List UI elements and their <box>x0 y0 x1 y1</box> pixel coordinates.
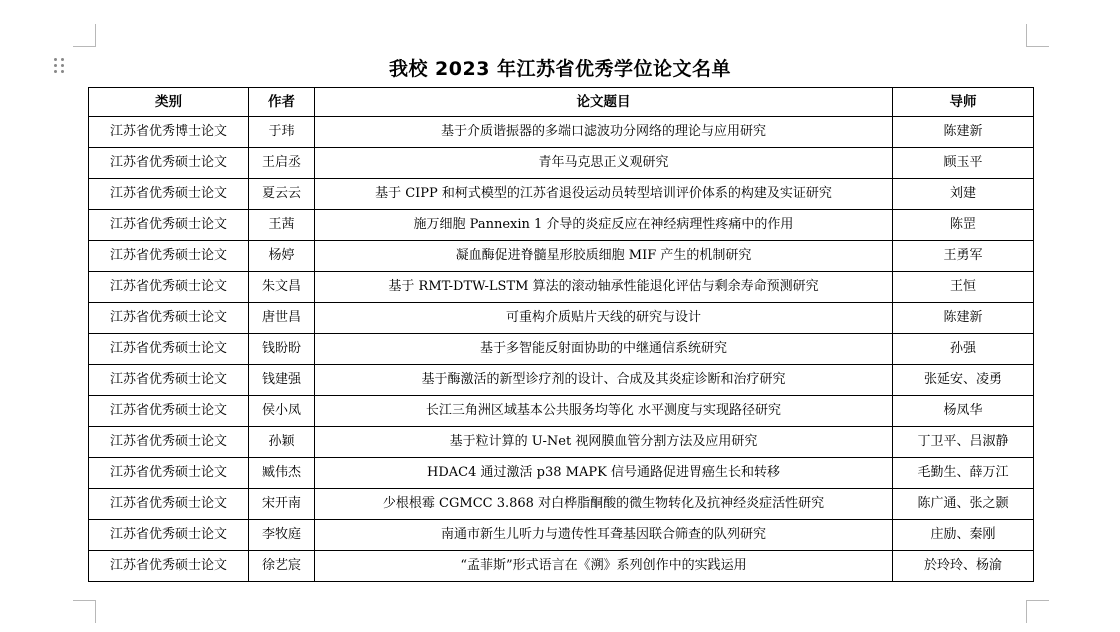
crop-mark-bottom-right <box>1026 600 1049 623</box>
table-header-row <box>89 88 1034 117</box>
crop-mark-top-right <box>1026 24 1049 47</box>
table-row <box>89 365 1034 396</box>
table-row <box>89 210 1034 241</box>
cell-category: 江苏省优秀硕士论文 <box>89 148 249 179</box>
cell-category: 江苏省优秀硕士论文 <box>89 179 249 210</box>
cell-author: 孙颖 <box>249 427 315 458</box>
cell-thesis-title: 长江三角洲区域基本公共服务均等化 水平测度与实现路径研究 <box>315 396 893 427</box>
thesis-list-table <box>88 87 1034 582</box>
header-advisor: 导师 <box>893 88 1034 117</box>
cell-author: 侯小凤 <box>249 396 315 427</box>
cell-thesis-title: 基于多智能反射面协助的中继通信系统研究 <box>315 334 893 365</box>
cell-category: 江苏省优秀硕士论文 <box>89 520 249 551</box>
cell-category: 江苏省优秀硕士论文 <box>89 489 249 520</box>
cell-advisor: 张延安、凌勇 <box>893 365 1034 396</box>
cell-thesis-title: 凝血酶促进脊髓星形胶质细胞 MIF 产生的机制研究 <box>315 241 893 272</box>
table-row <box>89 241 1034 272</box>
cell-category: 江苏省优秀硕士论文 <box>89 241 249 272</box>
table-row <box>89 303 1034 334</box>
cell-category: 江苏省优秀硕士论文 <box>89 551 249 582</box>
cell-category: 江苏省优秀硕士论文 <box>89 458 249 489</box>
table-row <box>89 551 1034 582</box>
cell-thesis-title: 可重构介质贴片天线的研究与设计 <box>315 303 893 334</box>
document-title: 我校 2023 年江苏省优秀学位论文名单 <box>388 58 732 80</box>
cell-advisor: 陈广通、张之颢 <box>893 489 1034 520</box>
cell-author: 钱建强 <box>249 365 315 396</box>
cell-thesis-title: 青年马克思正义观研究 <box>315 148 893 179</box>
cell-author: 杨婷 <box>249 241 315 272</box>
cell-advisor: 杨凤华 <box>893 396 1034 427</box>
cell-thesis-title: 南通市新生儿听力与遗传性耳聋基因联合筛查的队列研究 <box>315 520 893 551</box>
cell-category: 江苏省优秀硕士论文 <box>89 365 249 396</box>
cell-category: 江苏省优秀硕士论文 <box>89 210 249 241</box>
cell-author: 于玮 <box>249 117 315 148</box>
cell-advisor: 陈罡 <box>893 210 1034 241</box>
table-row <box>89 272 1034 303</box>
cell-category: 江苏省优秀博士论文 <box>89 117 249 148</box>
cell-category: 江苏省优秀硕士论文 <box>89 334 249 365</box>
cell-author: 朱文昌 <box>249 272 315 303</box>
cell-author: 王启丞 <box>249 148 315 179</box>
table-row <box>89 334 1034 365</box>
cell-advisor: 庄励、秦刚 <box>893 520 1034 551</box>
table-row <box>89 458 1034 489</box>
cell-author: 夏云云 <box>249 179 315 210</box>
table-row <box>89 489 1034 520</box>
cell-advisor: 孙强 <box>893 334 1034 365</box>
cell-thesis-title: 基于 CIPP 和柯式模型的江苏省退役运动员转型培训评价体系的构建及实证研究 <box>315 179 893 210</box>
cell-thesis-title: HDAC4 通过激活 p38 MAPK 信号通路促进胃癌生长和转移 <box>315 458 893 489</box>
header-thesis-title: 论文题目 <box>315 88 893 117</box>
table-row <box>89 117 1034 148</box>
cell-author: 臧伟杰 <box>249 458 315 489</box>
cell-advisor: 丁卫平、吕淑静 <box>893 427 1034 458</box>
cell-advisor: 陈建新 <box>893 117 1034 148</box>
cell-author: 李牧庭 <box>249 520 315 551</box>
cell-category: 江苏省优秀硕士论文 <box>89 272 249 303</box>
table-row <box>89 179 1034 210</box>
cell-author: 钱盼盼 <box>249 334 315 365</box>
cell-advisor: 顾玉平 <box>893 148 1034 179</box>
cell-thesis-title: 基于粒计算的 U-Net 视网膜血管分割方法及应用研究 <box>315 427 893 458</box>
crop-mark-bottom-left <box>73 600 96 623</box>
cell-thesis-title: 施万细胞 Pannexin 1 介导的炎症反应在神经病理性疼痛中的作用 <box>315 210 893 241</box>
table-row <box>89 520 1034 551</box>
cell-author: 宋开南 <box>249 489 315 520</box>
crop-mark-top-left <box>73 24 96 47</box>
cell-thesis-title: “孟菲斯”形式语言在《溯》系列创作中的实践运用 <box>315 551 893 582</box>
cell-author: 王茜 <box>249 210 315 241</box>
cell-author: 徐艺宸 <box>249 551 315 582</box>
cell-category: 江苏省优秀硕士论文 <box>89 303 249 334</box>
cell-author: 唐世昌 <box>249 303 315 334</box>
header-category: 类别 <box>89 88 249 117</box>
cell-advisor: 陈建新 <box>893 303 1034 334</box>
cell-thesis-title: 基于酶激活的新型诊疗剂的设计、合成及其炎症诊断和治疗研究 <box>315 365 893 396</box>
cell-advisor: 刘建 <box>893 179 1034 210</box>
cell-advisor: 於玲玲、杨渝 <box>893 551 1034 582</box>
cell-advisor: 王恒 <box>893 272 1034 303</box>
table-row <box>89 427 1034 458</box>
cell-thesis-title: 基于 RMT-DTW-LSTM 算法的滚动轴承性能退化评估与剩余寿命预测研究 <box>315 272 893 303</box>
cell-category: 江苏省优秀硕士论文 <box>89 427 249 458</box>
cell-thesis-title: 少根根霉 CGMCC 3.868 对白桦脂酮酸的微生物转化及抗神经炎症活性研究 <box>315 489 893 520</box>
header-author: 作者 <box>249 88 315 117</box>
cell-advisor: 毛勤生、薛万江 <box>893 458 1034 489</box>
cell-category: 江苏省优秀硕士论文 <box>89 396 249 427</box>
cell-advisor: 王勇军 <box>893 241 1034 272</box>
table-row <box>89 396 1034 427</box>
cell-thesis-title: 基于介质谐振器的多端口滤波功分网络的理论与应用研究 <box>315 117 893 148</box>
table-row <box>89 148 1034 179</box>
